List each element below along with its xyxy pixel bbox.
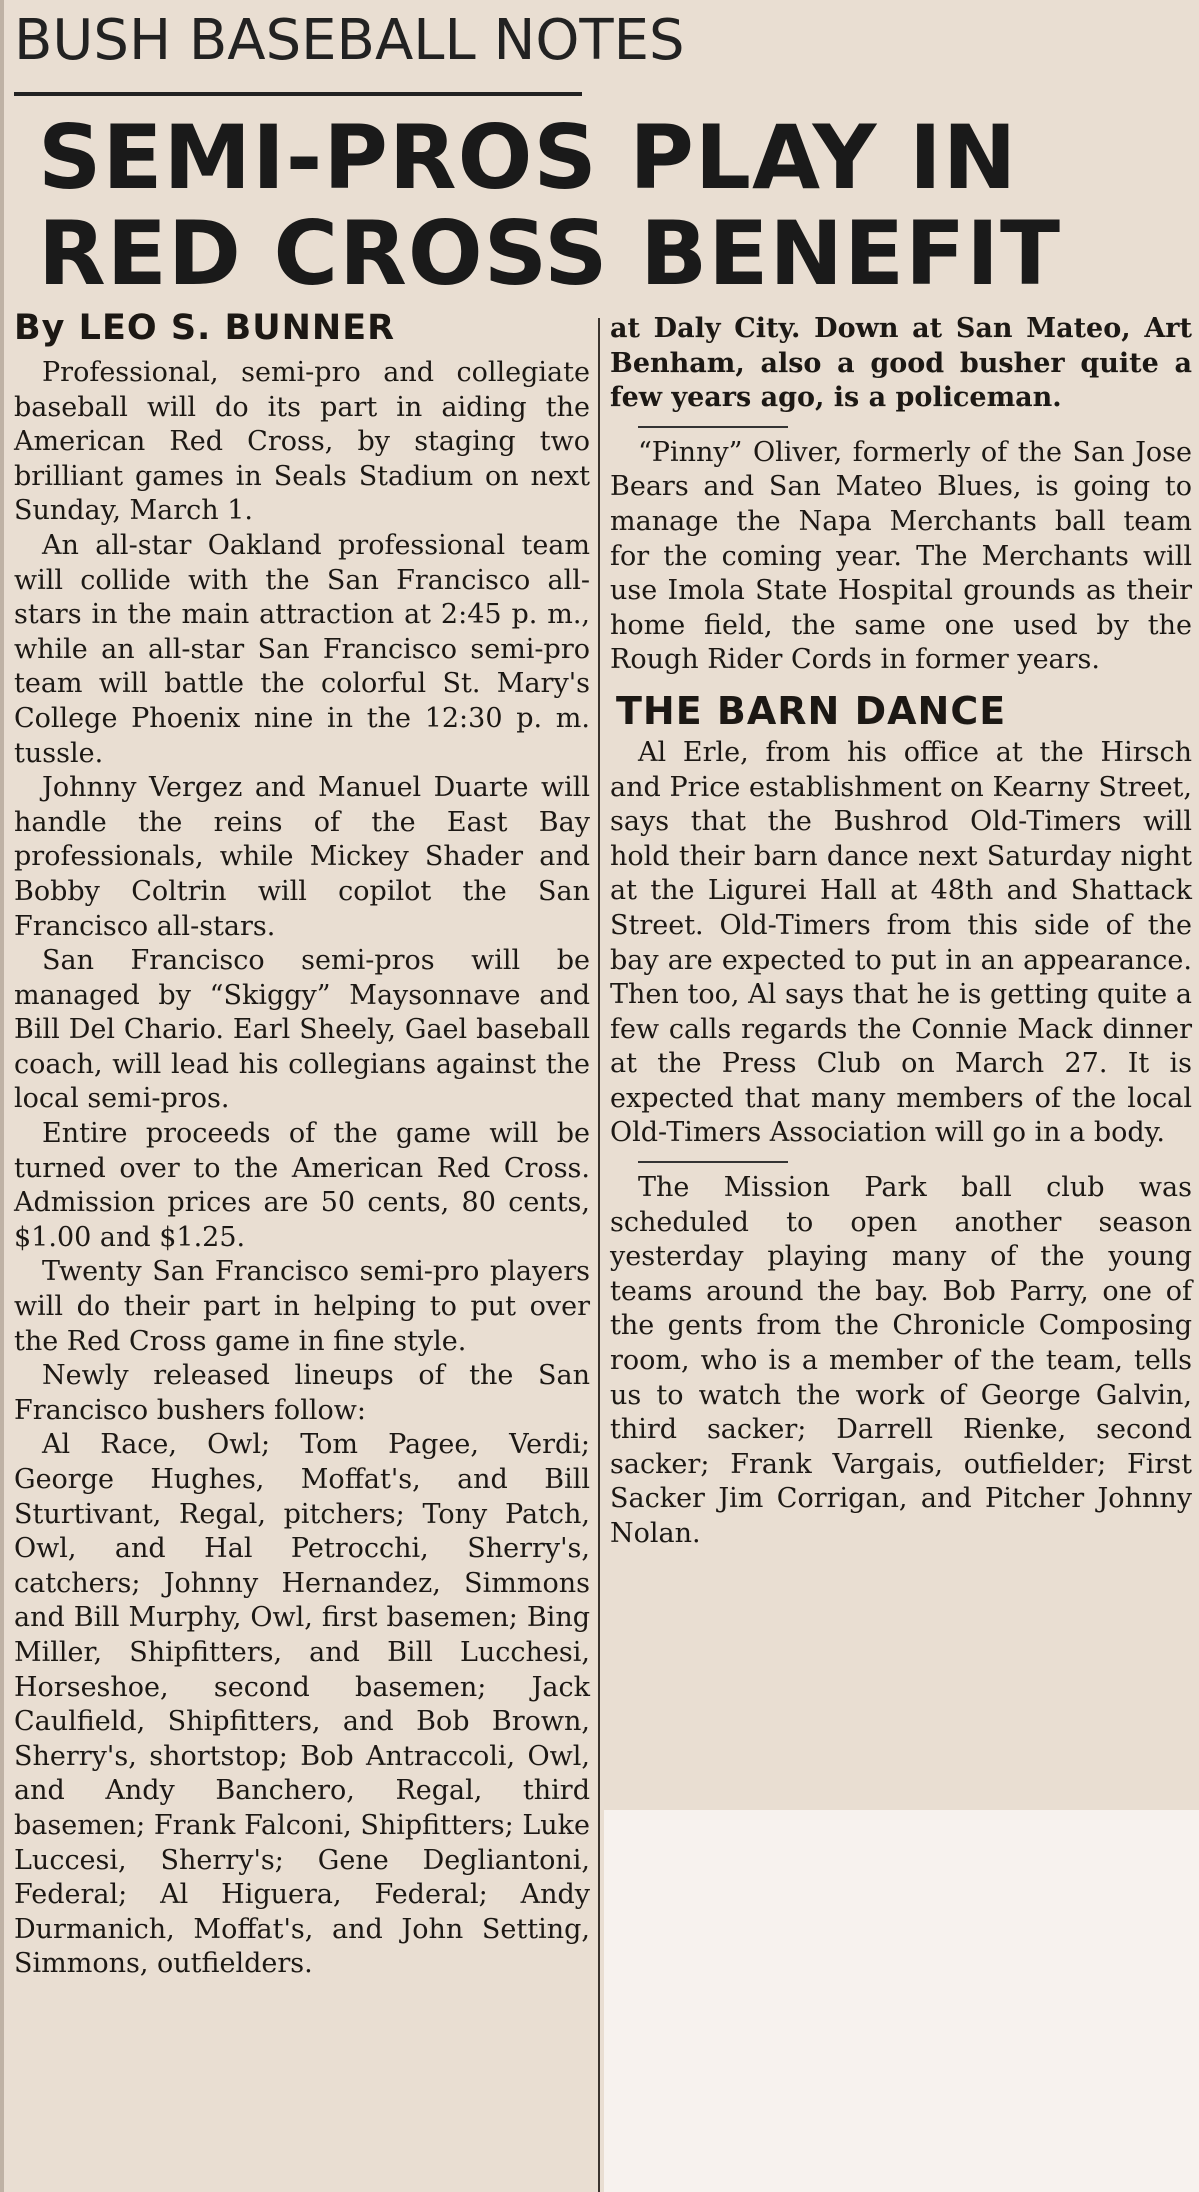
- section-rule: [638, 426, 788, 428]
- paragraph: Professional, semi-pro and collegiate baseball will do its part in aiding the American Red Cross, by staging two brilliant games in Seals Stadium on next Sunday, March 1.: [14, 357, 590, 527]
- paragraph: Entire proceeds of the game will be turned over to the American Red Cross. Admission prices are 50 cents, 80 cents, $1.00 and $1.25.: [14, 1118, 590, 1253]
- paper-edge: [0, 0, 4, 2192]
- right-column: [610, 312, 1192, 1552]
- section-rule: [638, 1161, 788, 1163]
- left-column: [14, 356, 590, 1982]
- paragraph: “Pinny” Oliver, formerly of the San Jose Bears and San Mateo Blues, is going to manage the Napa Merchants ball team for the coming year. The Merchants will use Imola State Hospital grounds as their home field, the same one used by the Rough Rider Cords in former years.: [610, 436, 1192, 676]
- subhead: THE BARN DANCE: [616, 688, 1007, 733]
- paragraph: Johnny Vergez and Manuel Duarte will handle the reins of the East Bay professionals, while Mickey Shader and Bobby Coltrin will copilot the San Francisco all-stars.: [14, 772, 590, 942]
- section-kicker: BUSH BASEBALL NOTES: [14, 8, 685, 73]
- blank-paper-area: [604, 1810, 1199, 2192]
- headline-line-1: SEMI-PROS PLAY IN: [38, 106, 1018, 209]
- paragraph: Newly released lineups of the San Francisco bushers follow:: [14, 1360, 590, 1426]
- lineup-paragraph: Al Race, Owl; Tom Pagee, Verdi; George Hughes, Moffat's, and Bill Sturtivant, Regal, pitchers; Tony Patch, Owl, and Hal Petrocchi, Sherry's, catchers; Johnny Hernandez, Simmons and Bill Murphy, Owl, first basemen; Bing Miller, Shipfitters, and Bill Lucchesi, Horseshoe, second basemen; Jack Caulfield, Shipfitters, and Bob Brown, Sherry's, shortstop; Bob Antraccoli, Owl, and Andy Banchero, Regal, third basemen; Frank Falconi, Shipfitters; Luke Luccesi, Sherry's; Gene Degliantoni, Federal; Al Higuera, Federal; Andy Durmanich, Moffat's, and John Setting, Simmons, outfielders.: [14, 1429, 590, 1980]
- headline-line-2: RED CROSS BENEFIT: [38, 202, 1061, 305]
- headline: [38, 106, 1188, 305]
- paragraph: Twenty San Francisco semi-pro players will do their part in helping to put over the Red Cross game in fine style.: [14, 1256, 590, 1357]
- byline: By LEO S. BUNNER: [14, 308, 396, 348]
- paragraph: The Mission Park ball club was scheduled to open another season yesterday playing many of the young teams around the bay. Bob Parry, one of the gents from the Chronicle Composing room, who is a member of the team, tells us to watch the work of George Galvin, third sacker; Darrell Rienke, second sacker; Frank Vargais, outfielder; First Sacker Jim Corrigan, and Pitcher Johnny Nolan.: [610, 1172, 1192, 1549]
- paragraph: San Francisco semi-pros will be managed by “Skiggy” Maysonnave and Bill Del Chario. Earl Sheely, Gael baseball coach, will lead his collegians against the local semi-pros.: [14, 945, 590, 1115]
- kicker-rule: [14, 92, 582, 96]
- column-divider: [598, 318, 600, 2192]
- paragraph: An all-star Oakland professional team will collide with the San Francisco all-stars in the main attraction at 2:45 p. m., while an all-star San Francisco semi-pro team will battle the colorful St. Mary's College Phoenix nine in the 12:30 p. m. tussle.: [14, 529, 590, 769]
- paragraph: Al Erle, from his office at the Hirsch and Price establishment on Kearny Street, says that the Bushrod Old-Timers will hold their barn dance next Saturday night at the Ligurei Hall at 48th and Shattack Street. Old-Timers from this side of the bay are expected to put in an appearance. Then too, Al says that he is getting quite a few calls regards the Connie Mack dinner at the Press Club on March 27. It is expected that many members of the local Old-Timers Association will go in a body.: [610, 736, 1192, 1149]
- continuation-paragraph: at Daly City. Down at San Mateo, Art Benham, also a good busher quite a few years ago, is a policeman.: [610, 313, 1192, 414]
